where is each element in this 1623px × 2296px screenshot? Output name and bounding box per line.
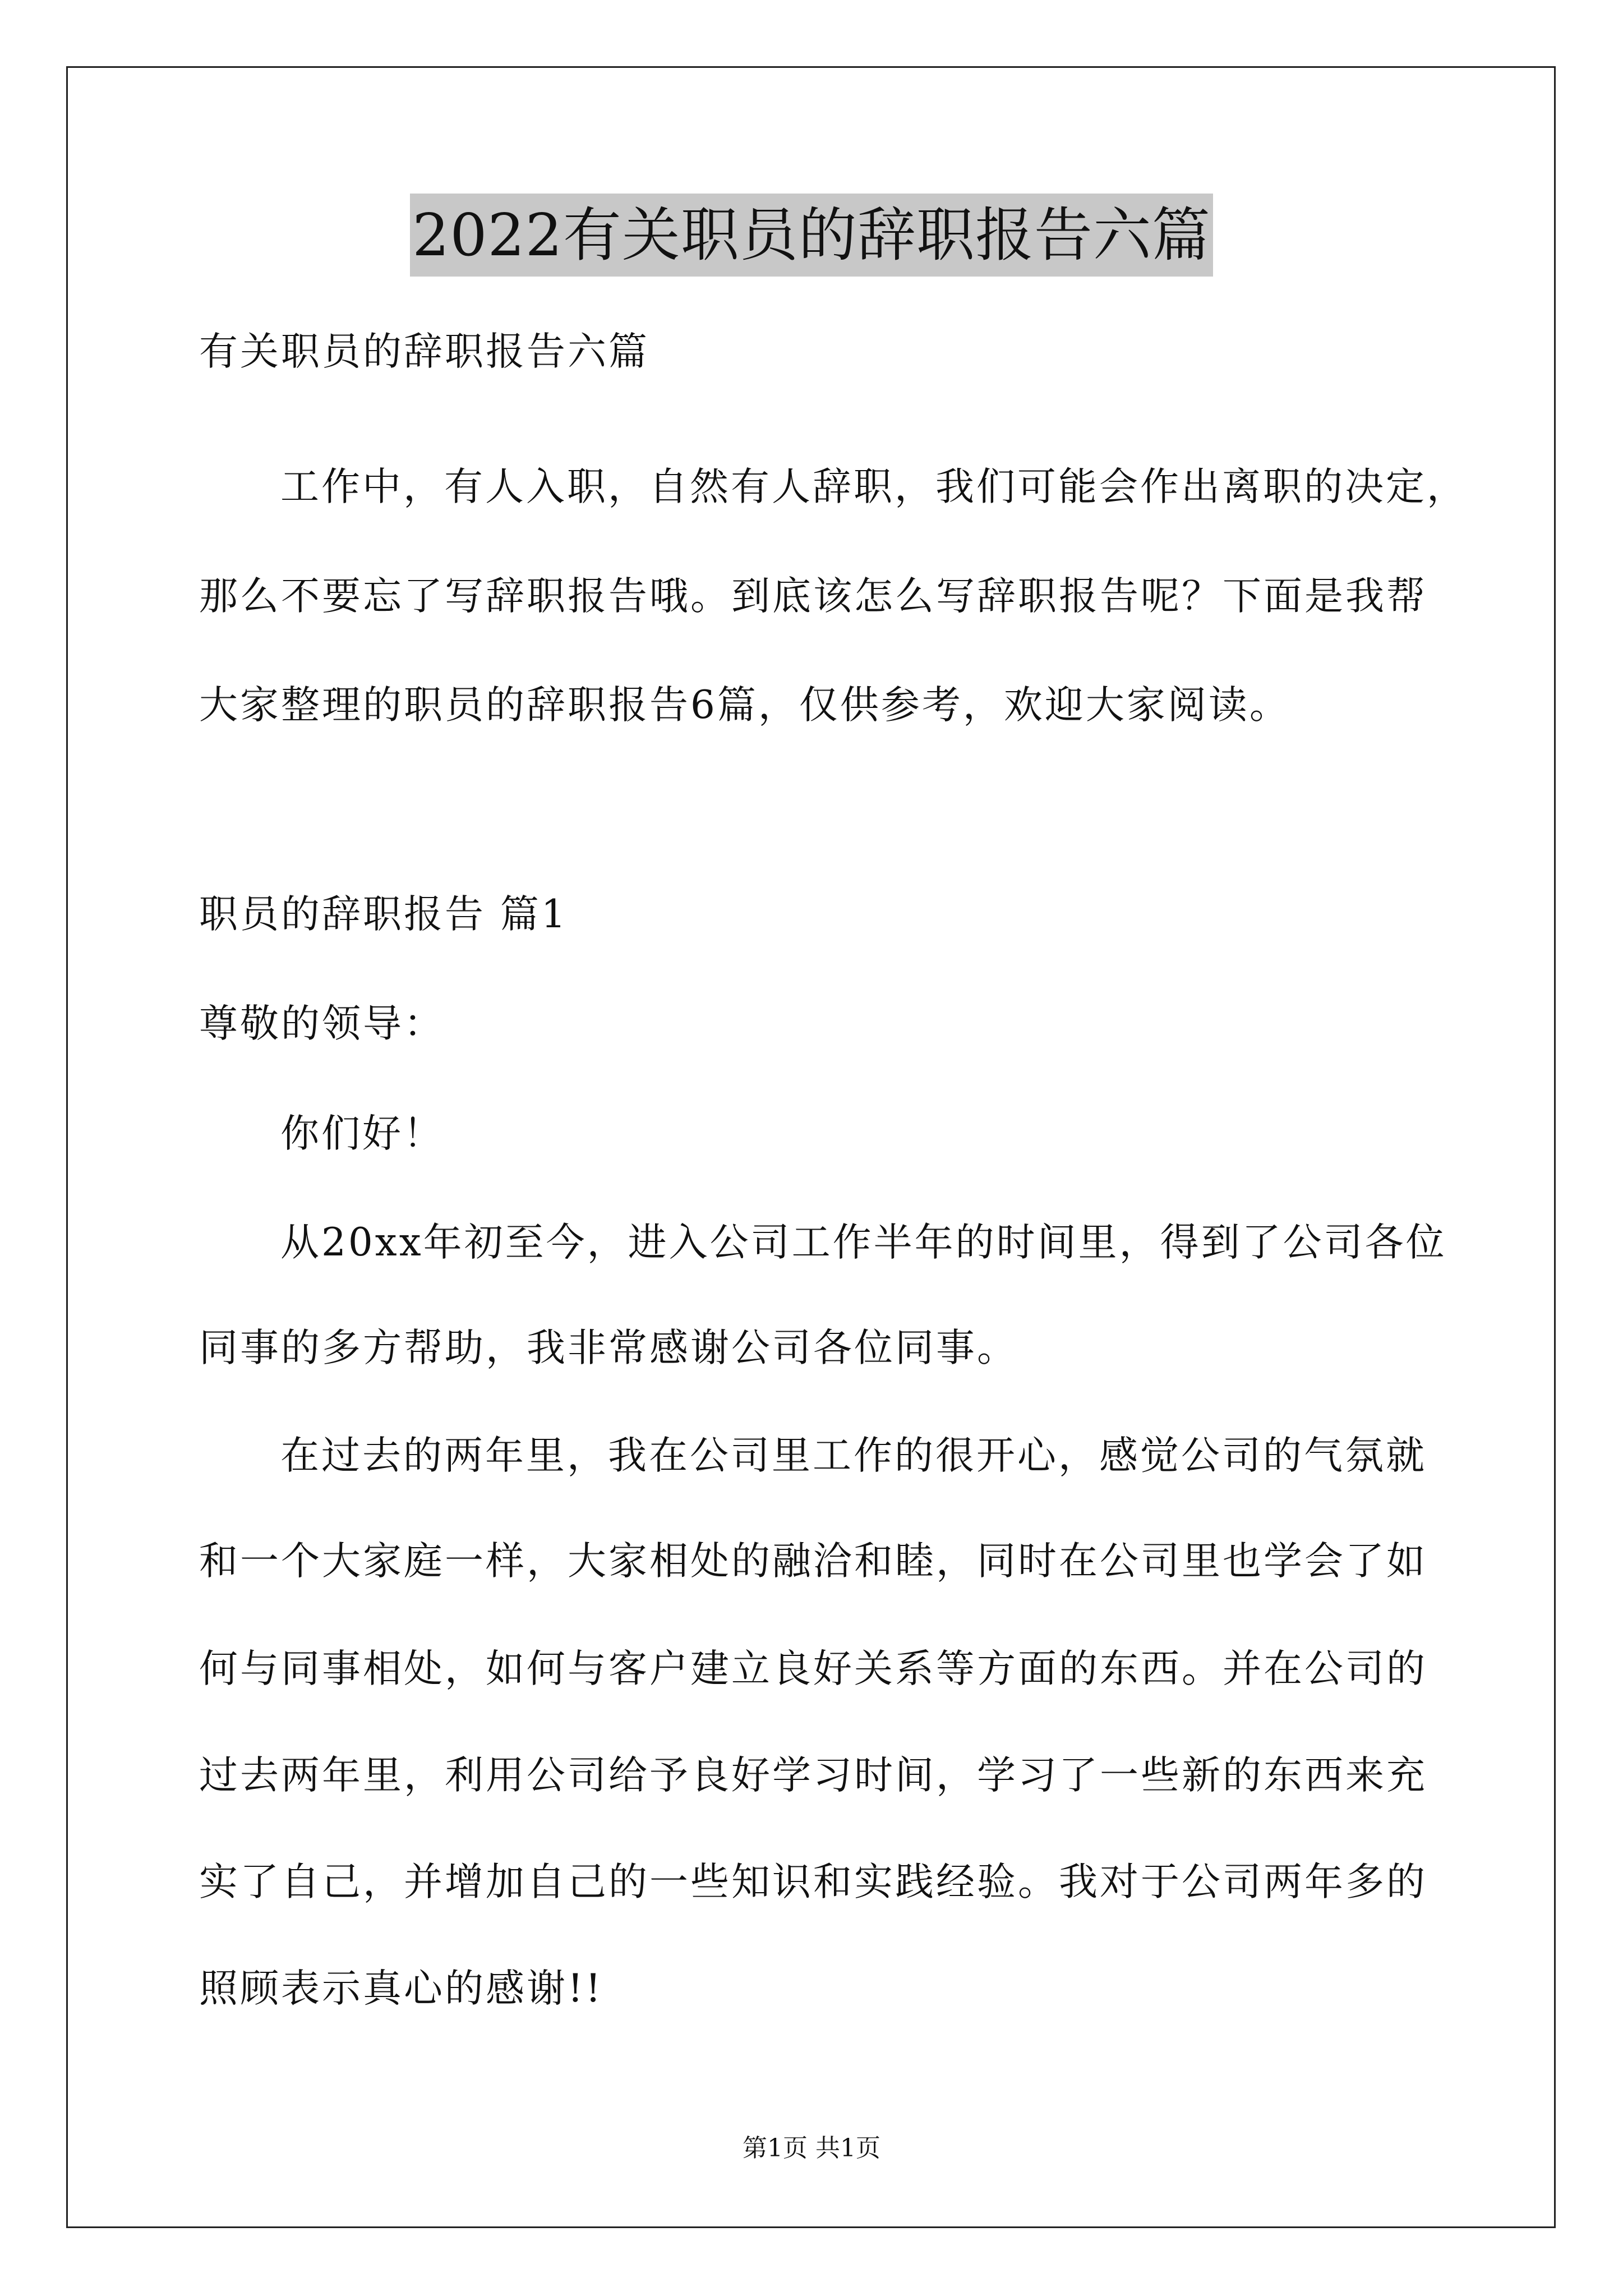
body-line: 何与同事相处，如何与客户建立良好关系等方面的东西。并在公司的 (199, 1646, 1427, 1691)
title-container (0, 194, 1623, 277)
body-line: 同事的多方帮助，我非常感谢公司各位同事。 (199, 1326, 1018, 1370)
document-title: 2022有关职员的辞职报告六篇 (410, 194, 1213, 277)
salutation: 尊敬的领导： (199, 1001, 445, 1046)
subtitle-line: 有关职员的辞职报告六篇 (199, 329, 649, 374)
greeting: 你们好！ (280, 1111, 444, 1156)
body-line: 在过去的两年里，我在公司里工作的很开心，感觉公司的气氛就 (280, 1433, 1427, 1478)
body-line: 过去两年里，利用公司给予良好学习时间，学习了一些新的东西来充 (199, 1753, 1427, 1798)
page-footer: 第1页 共1页 (743, 2134, 880, 2162)
body-line: 从20xx年初至今，进入公司工作半年的时间里，得到了公司各位 (280, 1220, 1447, 1265)
body-line: 大家整理的职员的辞职报告6篇，仅供参考，欢迎大家阅读。 (199, 683, 1290, 728)
body-line: 工作中，有人入职，自然有人辞职，我们可能会作出离职的决定， (280, 464, 1468, 509)
body-line: 和一个大家庭一样，大家相处的融洽和睦，同时在公司里也学会了如 (199, 1539, 1427, 1584)
body-line: 实了自己，并增加自己的一些知识和实践经验。我对于公司两年多的 (199, 1860, 1427, 1904)
body-line: 那么不要忘了写辞职报告哦。到底该怎么写辞职报告呢？下面是我帮 (199, 574, 1427, 619)
body-line: 照顾表示真心的感谢!! (199, 1966, 603, 2011)
section-heading: 职员的辞职报告 篇1 (199, 892, 568, 937)
